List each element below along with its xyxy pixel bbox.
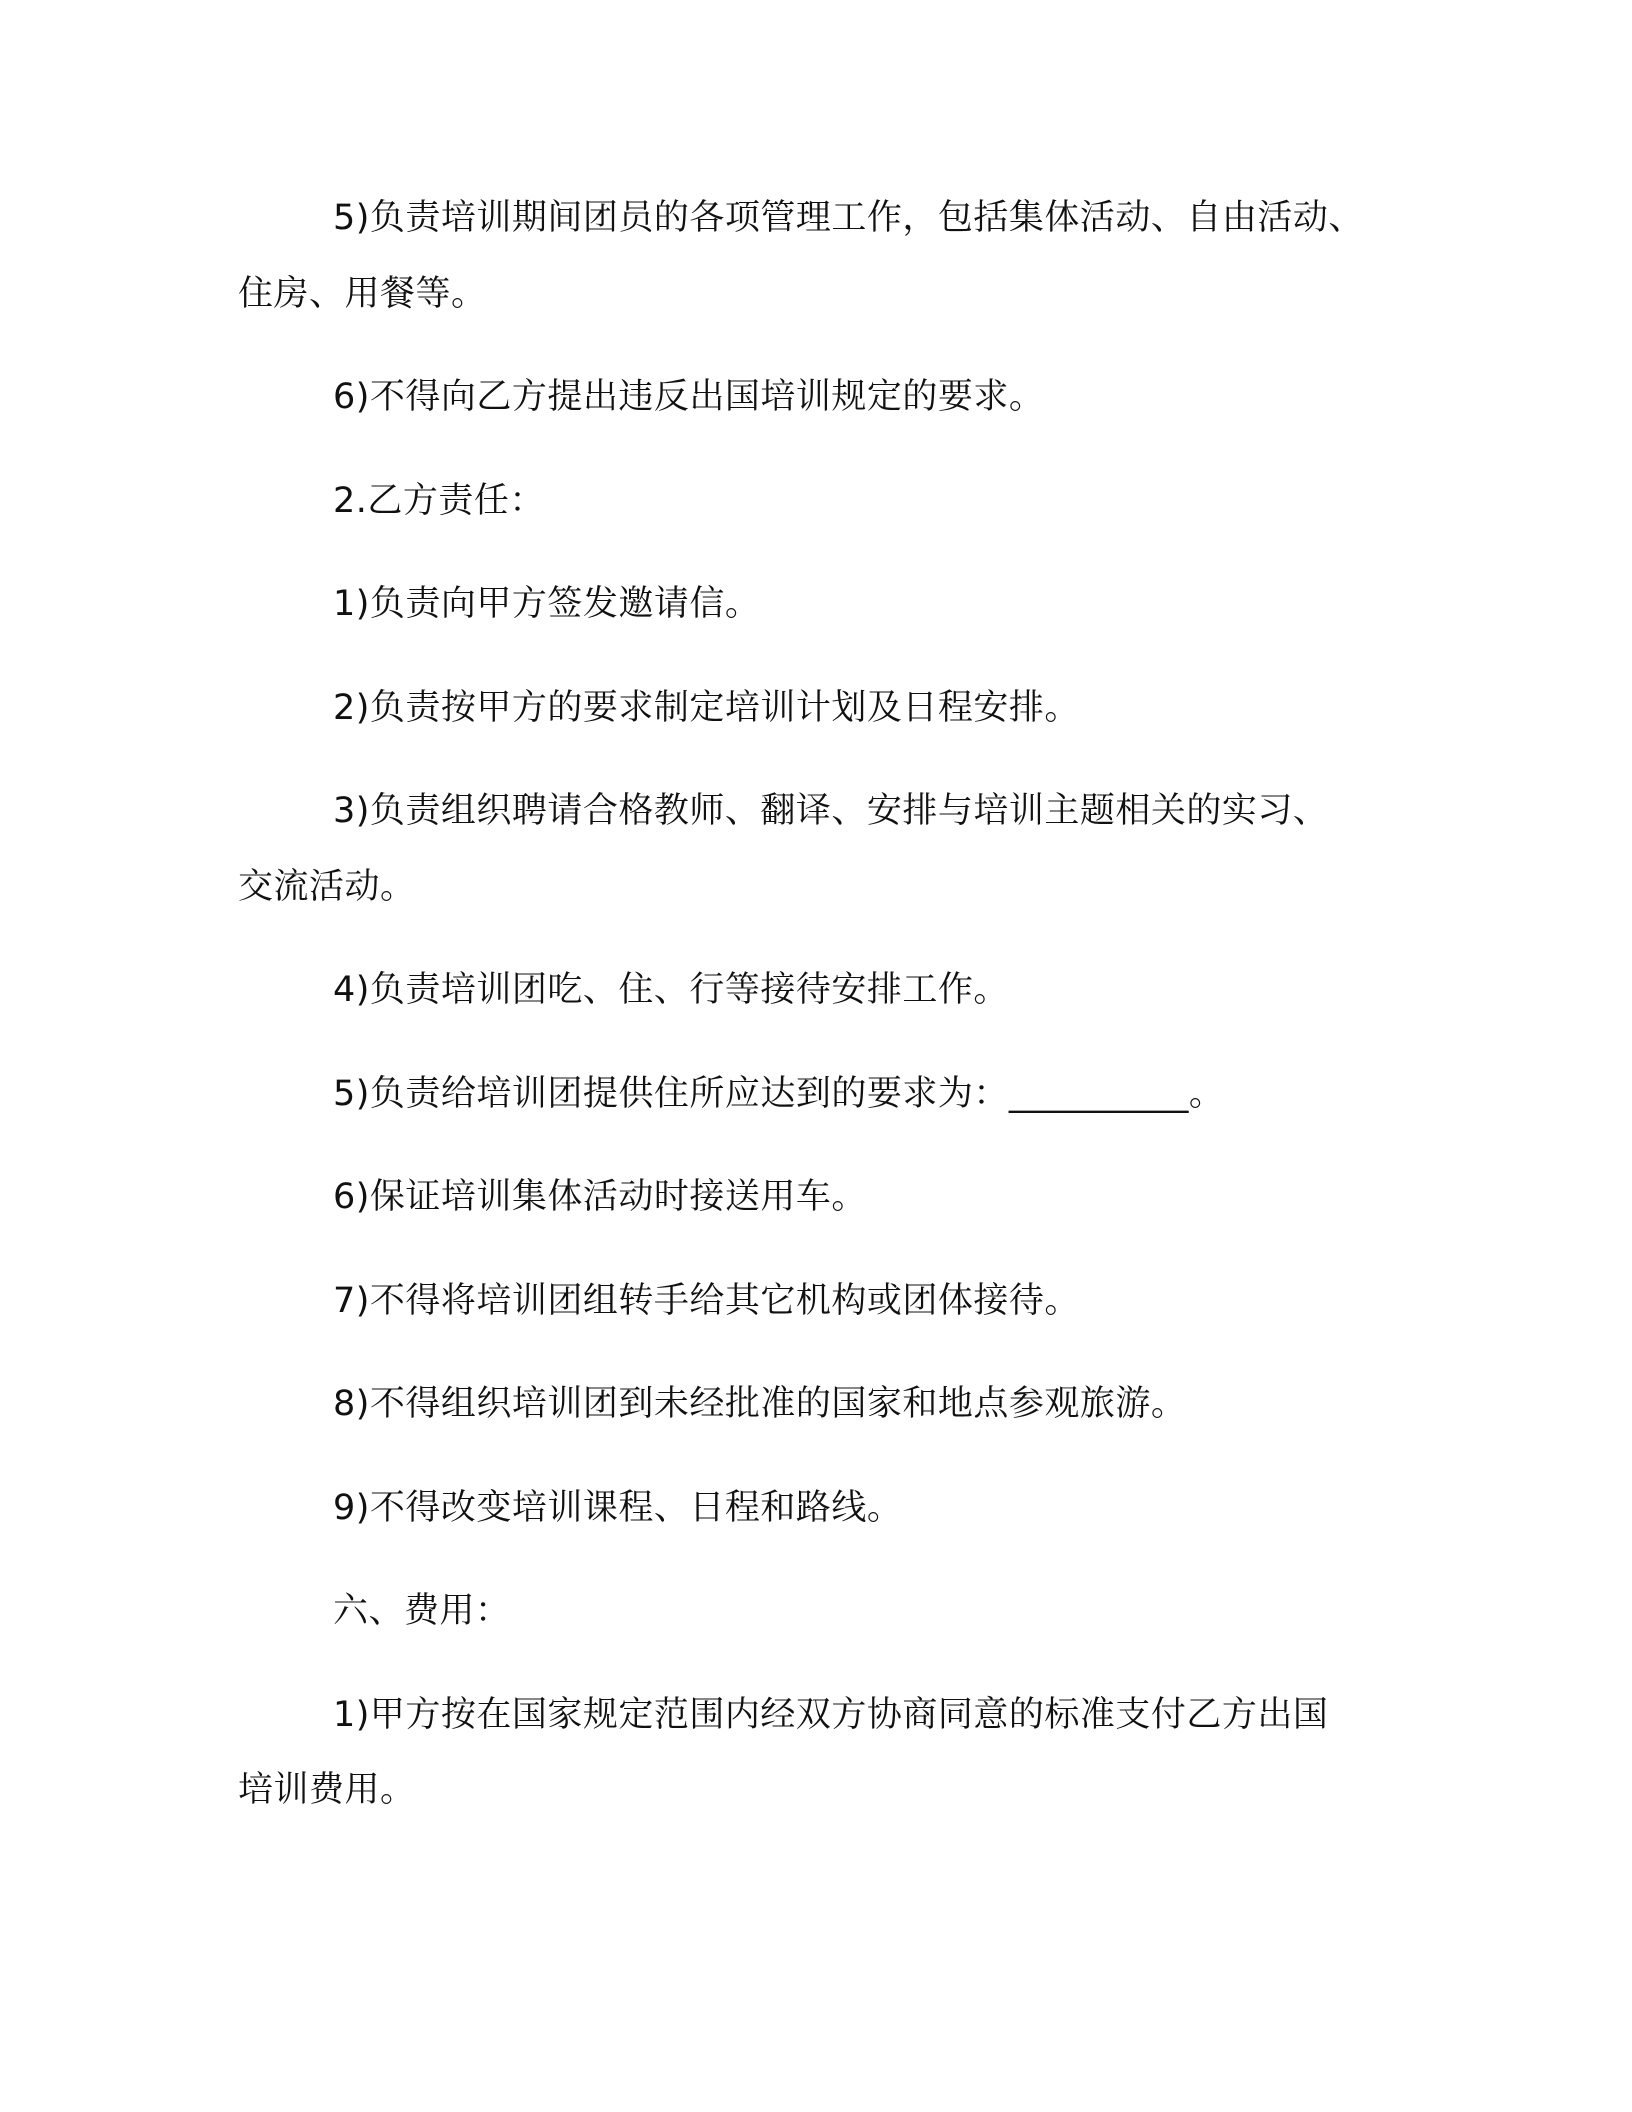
section-heading: 2.乙方责任： xyxy=(333,481,545,521)
section-heading: 六、费用： xyxy=(333,1591,511,1631)
paragraph-line: 1)负责向甲方签发邀请信。 xyxy=(333,584,761,624)
paragraph-line: 6)保证培训集体活动时接送用车。 xyxy=(333,1177,867,1217)
paragraph-line: 交流活动。 xyxy=(238,867,416,907)
paragraph-line: 2)负责按甲方的要求制定培训计划及日程安排。 xyxy=(333,688,1080,728)
paragraph-line: 住房、用餐等。 xyxy=(238,274,487,314)
paragraph-line: 1)甲方按在国家规定范围内经双方协商同意的标准支付乙方出国 xyxy=(333,1695,1329,1735)
paragraph-line: 5)负责给培训团提供住所应达到的要求为：__________。 xyxy=(333,1074,1225,1114)
paragraph-line: 9)不得改变培训课程、日程和路线。 xyxy=(333,1488,903,1528)
paragraph-line: 培训费用。 xyxy=(238,1770,416,1810)
paragraph-line: 4)负责培训团吃、住、行等接待安排工作。 xyxy=(333,970,1009,1010)
paragraph-line: 6)不得向乙方提出违反出国培训规定的要求。 xyxy=(333,377,1045,417)
paragraph-line: 3)负责组织聘请合格教师、翻译、安排与培训主题相关的实习、 xyxy=(333,791,1329,831)
paragraph-line: 5)负责培训期间团员的各项管理工作，包括集体活动、自由活动、 xyxy=(333,198,1364,238)
paragraph-line: 8)不得组织培训团到未经批准的国家和地点参观旅游。 xyxy=(333,1384,1187,1424)
paragraph-line: 7)不得将培训团组转手给其它机构或团体接待。 xyxy=(333,1281,1080,1321)
